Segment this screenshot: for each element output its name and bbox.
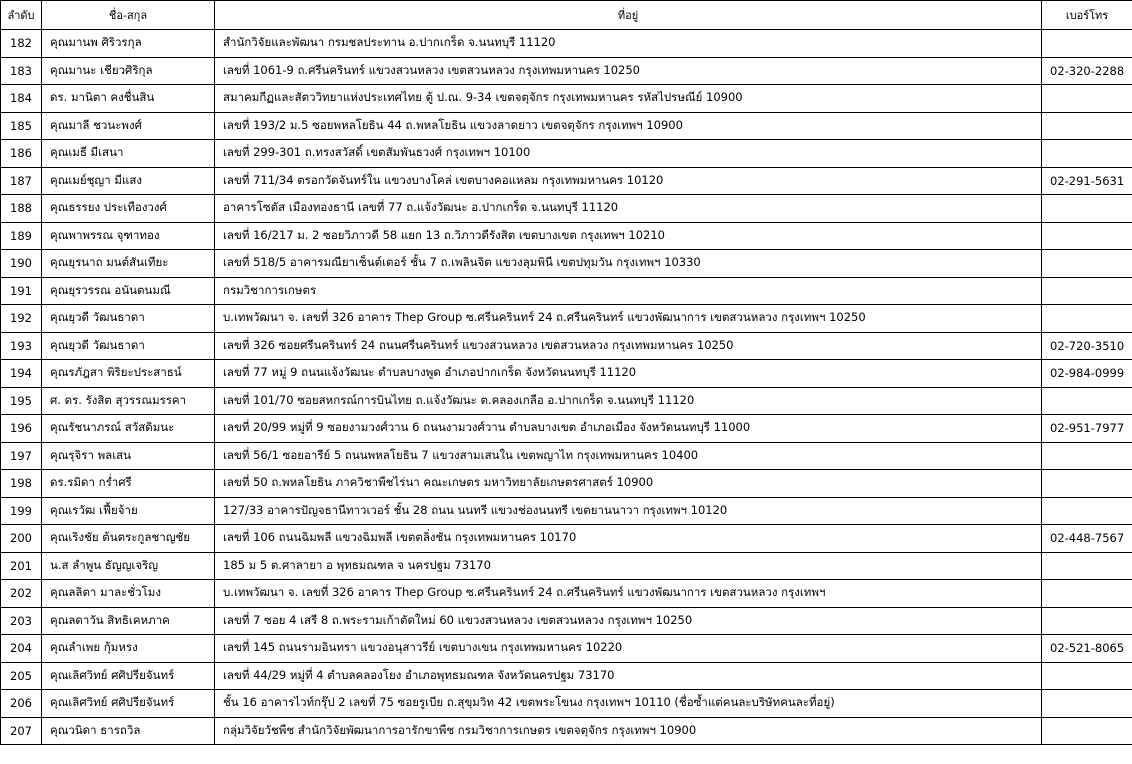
cell-phone: 02-720-3510 (1042, 332, 1132, 360)
cell-no: 183 (1, 57, 42, 85)
cell-address: เลขที่ 77 หมู่ 9 ถนนแจ้งวัฒนะ ตำบลบางพูด อำเภอปากเกร็ด จังหวัดนนทบุรี 11120 (215, 360, 1042, 388)
cell-address: เลขที่ 20/99 หมู่ที่ 9 ซอยงามวงศ์วาน 6 ถนนงามวงศ์วาน ตำบลบางเขต อำเภอเมือง จังหวัดนนทบุรี 11000 (215, 415, 1042, 443)
cell-address: 185 ม 5 ต.ศาลายา อ พุทธมณฑล จ นครปฐม 73170 (215, 552, 1042, 580)
cell-address: เลขที่ 193/2 ม.5 ซอยพหลโยธิน 44 ถ.พหลโยธิน แขวงลาดยาว เขตจตุจักร กรุงเทพฯ 10900 (215, 112, 1042, 140)
table-row (1, 85, 1132, 113)
header-row (1, 1, 1132, 30)
cell-address: กลุ่มวิจัยวัชพืช สำนักวิจัยพัฒนาการอารักขาพืช กรมวิชาการเกษตร เขตจตุจักร กรุงเทพฯ 10900 (215, 717, 1042, 745)
cell-address: เลขที่ 326 ซอยศรีนครินทร์ 24 ถนนศรีนครินทร์ แขวงสวนหลวง เขตสวนหลวง กรุงเทพมหานคร 10250 (215, 332, 1042, 360)
cell-no: 198 (1, 470, 42, 498)
table-row (1, 387, 1132, 415)
cell-phone: 02-320-2288 (1042, 57, 1132, 85)
cell-address: เลขที่ 7 ซอย 4 เสรี 8 ถ.พระรามเก้าตัดใหม่ 60 แขวงสวนหลวง เขตสวนหลวง กรุงเทพฯ 10250 (215, 607, 1042, 635)
cell-no: 203 (1, 607, 42, 635)
cell-no: 185 (1, 112, 42, 140)
cell-name: ดร. มานิตา คงชื่นสิน (42, 85, 215, 113)
table-row (1, 662, 1132, 690)
table-row (1, 57, 1132, 85)
header-no: ลำดับ (1, 1, 42, 30)
cell-no: 205 (1, 662, 42, 690)
cell-name: ศ. ดร. รังสิต สุวรรณมรรคา (42, 387, 215, 415)
cell-no: 182 (1, 30, 42, 58)
table-row (1, 360, 1132, 388)
cell-phone (1042, 470, 1132, 498)
table-row (1, 442, 1132, 470)
table-row (1, 580, 1132, 608)
cell-address: เลขที่ 101/70 ซอยสหกรณ์การบินไทย ถ.แจ้งวัฒนะ ต.คลองเกลือ อ.ปากเกร็ด จ.นนทบุรี 11120 (215, 387, 1042, 415)
header-phone: เบอร์โทร (1042, 1, 1132, 30)
cell-address: อาคารโซตัส เมืองทองธานี เลขที่ 77 ถ.แจ้งวัฒนะ อ.ปากเกร็ด จ.นนทบุรี 11120 (215, 195, 1042, 223)
cell-name: คุณเมย์ชุญา มีแสง (42, 167, 215, 195)
cell-no: 186 (1, 140, 42, 168)
cell-no: 199 (1, 497, 42, 525)
cell-name: คุณมานะ เชียวศิริกุล (42, 57, 215, 85)
cell-name: คุณลดาวัน สิทธิเคหภาค (42, 607, 215, 635)
cell-phone: 02-984-0999 (1042, 360, 1132, 388)
cell-address: บ.เทพวัฒนา จ. เลขที่ 326 อาคาร Thep Group ซ.ศรีนครินทร์ 24 ถ.ศรีนครินทร์ แขวงพัฒนาการ เขตสวนหลวง กรุงเทพฯ 10250 (215, 305, 1042, 333)
table-row (1, 332, 1132, 360)
cell-phone (1042, 497, 1132, 525)
cell-phone: 02-448-7567 (1042, 525, 1132, 553)
table-row (1, 195, 1132, 223)
cell-no: 187 (1, 167, 42, 195)
cell-name: คุณเมธี มีเสนา (42, 140, 215, 168)
cell-no: 196 (1, 415, 42, 443)
cell-address: สำนักวิจัยและพัฒนา กรมชลประทาน อ.ปากเกร็ด จ.นนทบุรี 11120 (215, 30, 1042, 58)
cell-phone (1042, 195, 1132, 223)
cell-address: เลขที่ 518/5 อาคารมณียาเซ็นต์เตอร์ ชั้น 7 ถ.เพลินจิต แขวงลุมพินี เขตปทุมวัน กรุงเทพฯ 10330 (215, 250, 1042, 278)
cell-address: เลขที่ 1061-9 ถ.ศรีนครินทร์ แขวงสวนหลวง เขตสวนหลวง กรุงเทพมหานคร 10250 (215, 57, 1042, 85)
cell-no: 202 (1, 580, 42, 608)
header-address: ที่อยู่ (215, 1, 1042, 30)
cell-no: 195 (1, 387, 42, 415)
cell-no: 191 (1, 277, 42, 305)
cell-no: 189 (1, 222, 42, 250)
cell-phone (1042, 580, 1132, 608)
table-row (1, 250, 1132, 278)
cell-no: 188 (1, 195, 42, 223)
cell-name: คุณยุวดี วัฒนธาดา (42, 305, 215, 333)
cell-name: คุณธรรยง ประเทืองวงศ์ (42, 195, 215, 223)
cell-no: 207 (1, 717, 42, 745)
cell-name: คุณรภัฎสา พิริยะประสาธน์ (42, 360, 215, 388)
cell-no: 200 (1, 525, 42, 553)
cell-name: คุณเรวัฒ เฟี้ยจ้าย (42, 497, 215, 525)
cell-address: เลขที่ 50 ถ.พหลโยธิน ภาควิชาพืชไร่นา คณะเกษตร มหาวิทยาลัยเกษตรศาสตร์ 10900 (215, 470, 1042, 498)
table-row (1, 112, 1132, 140)
cell-name: คุณยุวดี วัฒนธาดา (42, 332, 215, 360)
cell-address: ชั้น 16 อาคารไวท์กรุ๊ป 2 เลขที่ 75 ซอยรูเบีย ถ.สุขุมวิท 42 เขตพระโขนง กรุงเทพฯ 10110 (ชื่อซ้ำแต่คนละบริษัทคนละที่อยู่) (215, 690, 1042, 718)
cell-name: คุณเลิศวิทย์ ศศิปรียจันทร์ (42, 662, 215, 690)
cell-name: คุณรัชนาภรณ์ สวัสดิมนะ (42, 415, 215, 443)
table-row (1, 552, 1132, 580)
cell-no: 197 (1, 442, 42, 470)
cell-no: 206 (1, 690, 42, 718)
cell-phone (1042, 30, 1132, 58)
cell-phone (1042, 140, 1132, 168)
cell-phone (1042, 552, 1132, 580)
cell-phone (1042, 442, 1132, 470)
cell-phone (1042, 387, 1132, 415)
cell-address: สมาคมกีฏและสัตววิทยาแห่งประเทศไทย ตู้ ป.ณ. 9-34 เขตจตุจักร กรุงเทพมหานคร รหัสไปรษณีย์ 10900 (215, 85, 1042, 113)
cell-no: 192 (1, 305, 42, 333)
cell-name: คุณยุรวรรณ อนันตนมณี (42, 277, 215, 305)
cell-name: คุณลลิตา มาละชั่วโมง (42, 580, 215, 608)
table-row (1, 277, 1132, 305)
cell-name: น.ส ลำพูน ธัญญเจริญ (42, 552, 215, 580)
table-row (1, 140, 1132, 168)
cell-address: เลขที่ 299-301 ถ.ทรงสวัสดิ์ เขตสัมพันธวงศ์ กรุงเทพฯ 10100 (215, 140, 1042, 168)
cell-phone (1042, 277, 1132, 305)
cell-address: เลขที่ 16/217 ม. 2 ซอยวิภาวดี 58 แยก 13 ถ.วิภาวดีรังสิต เขตบางเขต กรุงเทพฯ 10210 (215, 222, 1042, 250)
table-row (1, 222, 1132, 250)
cell-no: 201 (1, 552, 42, 580)
table-row (1, 167, 1132, 195)
cell-no: 184 (1, 85, 42, 113)
cell-phone (1042, 305, 1132, 333)
cell-address: เลขที่ 44/29 หมู่ที่ 4 ตำบลคลองโยง อำเภอพุทธมณฑล จังหวัดนครปฐม 73170 (215, 662, 1042, 690)
header-name: ชื่อ-สกุล (42, 1, 215, 30)
cell-no: 193 (1, 332, 42, 360)
cell-name: คุณเริงชัย ต้นตระกูลชาญชัย (42, 525, 215, 553)
table-row (1, 607, 1132, 635)
cell-name: ดร.รมิดา กร่ำศรี (42, 470, 215, 498)
cell-name: คุณวนิดา ธารถวิล (42, 717, 215, 745)
cell-phone (1042, 662, 1132, 690)
cell-address: 127/33 อาคารปัญจธานีทาวเวอร์ ชั้น 28 ถนน นนทรี แขวงช่องนนทรี เขตยานนาวา กรุงเทพฯ 10120 (215, 497, 1042, 525)
cell-name: คุณพาพรรณ จุฑาทอง (42, 222, 215, 250)
table-row (1, 497, 1132, 525)
cell-phone (1042, 717, 1132, 745)
cell-name: คุณเลิศวิทย์ ศศิปรียจันทร์ (42, 690, 215, 718)
cell-no: 190 (1, 250, 42, 278)
table-row (1, 690, 1132, 718)
cell-address: บ.เทพวัฒนา จ. เลขที่ 326 อาคาร Thep Group ซ.ศรีนครินทร์ 24 ถ.ศรีนครินทร์ แขวงพัฒนาการ เขตสวนหลวง กรุงเทพฯ (215, 580, 1042, 608)
table-row (1, 635, 1132, 663)
cell-name: คุณยุรนาถ มนต์สันเทียะ (42, 250, 215, 278)
cell-phone (1042, 222, 1132, 250)
cell-name: คุณรุจิรา พลเสน (42, 442, 215, 470)
cell-name: คุณลำเพย กุ้มหรง (42, 635, 215, 663)
cell-address: เลขที่ 106 ถนนฉิมพลี แขวงฉิมพลี เขตตลิ่งชัน กรุงเทพมหานคร 10170 (215, 525, 1042, 553)
table-row (1, 717, 1132, 745)
cell-phone: 02-291-5631 (1042, 167, 1132, 195)
cell-phone (1042, 112, 1132, 140)
cell-name: คุณมานพ ศิริวรกุล (42, 30, 215, 58)
table-row (1, 30, 1132, 58)
cell-phone (1042, 85, 1132, 113)
cell-phone: 02-951-7977 (1042, 415, 1132, 443)
cell-address: เลขที่ 56/1 ซอยอารีย์ 5 ถนนพหลโยธิน 7 แขวงสามเสนใน เขตพญาไท กรุงเทพมหานคร 10400 (215, 442, 1042, 470)
cell-address: เลขที่ 711/34 ตรอกวัดจันทร์ใน แขวงบางโคล่ เขตบางคอแหลม กรุงเทพมหานคร 10120 (215, 167, 1042, 195)
cell-phone (1042, 607, 1132, 635)
cell-no: 204 (1, 635, 42, 663)
table-row (1, 470, 1132, 498)
table-row (1, 305, 1132, 333)
cell-phone (1042, 690, 1132, 718)
cell-phone (1042, 250, 1132, 278)
cell-phone: 02-521-8065 (1042, 635, 1132, 663)
table-row (1, 415, 1132, 443)
cell-name: คุณมาลี ชวนะพงศ์ (42, 112, 215, 140)
cell-no: 194 (1, 360, 42, 388)
table-row (1, 525, 1132, 553)
cell-address: กรมวิชาการเกษตร (215, 277, 1042, 305)
cell-address: เลขที่ 145 ถนนรามอินทรา แขวงอนุสาวรีย์ เขตบางเขน กรุงเทพมหานคร 10220 (215, 635, 1042, 663)
